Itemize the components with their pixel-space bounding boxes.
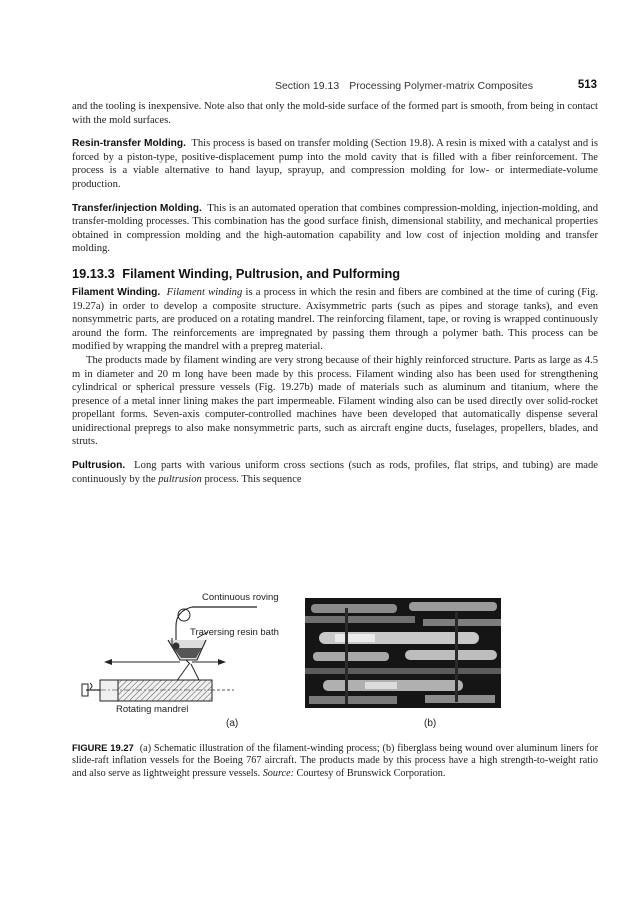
paragraph-pultrusion xyxy=(72,459,598,486)
filament-winding-text-1: is a process in which the resin and fibers are combined at the time of curing (Fig. 19.27a) in order to develop a composite structure. Axisymmetric parts (such as pipes and storage tanks), and even nonsymmetric parts, are produced on a rotating mandrel. The reinforcing filament, tape, or roving is wrapped continuously around the form. The reinforcements are impregnated by passing them through a polymer bath. This process can be modified by wrapping the mandrel with a prepreg material. xyxy=(72,286,598,353)
photo-illustration xyxy=(305,598,501,708)
figure-19-27 xyxy=(72,588,598,728)
term-filament-winding: Filament winding xyxy=(166,286,243,298)
paragraph-transfer-injection xyxy=(72,202,598,256)
header-section-number: Section 19.13 xyxy=(274,80,340,92)
page-number: 513 xyxy=(577,79,597,91)
rotating-mandrel xyxy=(82,680,234,701)
caption-source-label: Source: xyxy=(262,767,294,779)
resin-bath xyxy=(168,638,206,660)
caption-text: (a) Schematic illustration of the filament-winding process; (b) fiberglass being wound over aluminum liners for slide-raft inflation vessels for the Boeing 767 aircraft. The products made by this process have a high strength-to-weight ratio and also serve as lightweight pressure vessels. xyxy=(72,743,598,779)
photo-fiberglass-winding xyxy=(305,598,501,708)
resin-transfer-text: This process is based on transfer molding (Section 19.8). A resin is mixed with a catalyst and is forced by a piston-type, positive-displacement pump into the mold cavity that is filled with a fiber reinforcement. The process is a viable alternative to hand layup, sprayup, and compression molding for low- or intermediate-volume production. xyxy=(72,138,598,190)
subfigure-label-a: (a) xyxy=(226,718,239,729)
label-rotating-mandrel: Rotating mandrel xyxy=(116,704,189,715)
body-text xyxy=(72,100,598,486)
run-in-heading-filament-winding: Filament Winding. xyxy=(72,286,161,298)
figure-caption xyxy=(72,742,598,780)
paragraph-intro: and the tooling is inexpensive. Note also that only the mold-side surface of the formed part is smooth, from being in contact with the mold surfaces. xyxy=(72,101,598,126)
section-title: Filament Winding, Pultrusion, and Pulforming xyxy=(122,265,401,281)
pultrusion-text-2: process. This sequence xyxy=(204,473,302,485)
caption-figure-number: FIGURE 19.27 xyxy=(72,742,134,753)
caption-source-text: Courtesy of Brunswick Corporation. xyxy=(296,767,446,779)
header-section-title: Processing Polymer-matrix Composites xyxy=(349,80,533,92)
paragraph-filament-winding-2: The products made by filament winding are very strong because of their highly reinforced structure. Parts as large as 4.5 m in diameter and 20 m long have been made by this process. Filament winding also has been used for strengthening cylindrical or spherical pressure vessels (Fig. 19.27b) made of materials such as aluminum and titanium, where the presence of a metal inner lining makes the part impermeable. Filament winding also can be used directly over solid-rocket propellant forms. Seven-axis computer-controlled machines have been developed that automatically dispense several unidirectional prepregs to also make nonsymmetric parts, such as aircraft engine ducts, fuselages, propellers, blades, and struts. xyxy=(72,354,598,448)
term-pultrusion: pultrusion xyxy=(158,473,202,485)
section-number: 19.13.3 xyxy=(72,265,115,281)
paragraph-filament-winding xyxy=(72,286,598,354)
label-traversing-resin-bath: Traversing resin bath xyxy=(190,627,279,638)
run-in-heading-pultrusion: Pultrusion. xyxy=(72,460,126,472)
run-in-heading-resin-transfer: Resin-transfer Molding. xyxy=(72,138,186,150)
traverse-arrow xyxy=(104,659,226,665)
subfigure-label-b: (b) xyxy=(424,718,437,729)
section-heading xyxy=(72,266,598,281)
paragraph-resin-transfer xyxy=(72,137,598,191)
pultrusion-text-1: Long parts with various uniform cross sections (such as rods, profiles, flat strips, and tubing) are made continuously by the xyxy=(72,460,599,485)
label-continuous-roving: Continuous roving xyxy=(202,592,279,603)
filament-winding-schematic xyxy=(72,588,312,728)
header-section xyxy=(275,80,533,92)
transfer-injection-text: This is an automated operation that combines compression-molding, injection-molding, and transfer-molding processes. This combination has the good surface finish, dimensional stability, and mechanical properties obtained in compression molding and the high-automation capability and low cost of injection molding and transfer molding. xyxy=(72,202,599,255)
run-in-heading-transfer-injection: Transfer/injection Molding. xyxy=(72,202,202,214)
running-header xyxy=(72,80,597,96)
